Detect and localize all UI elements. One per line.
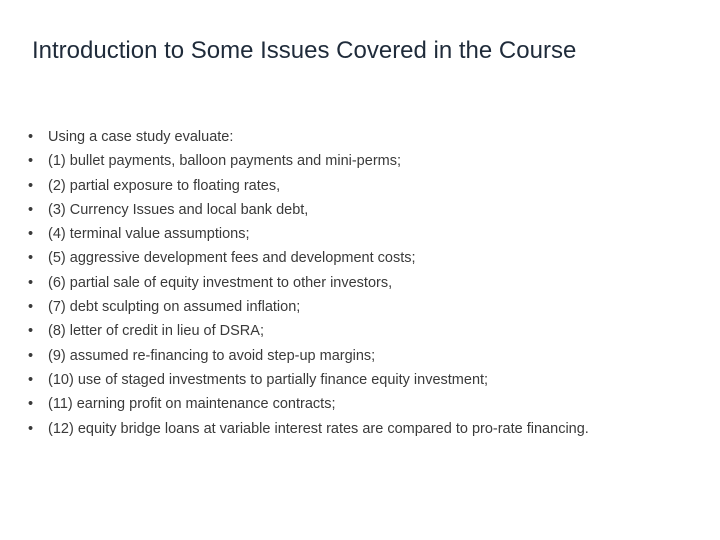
bullet-list [28, 125, 666, 437]
list-item-text: (1) bullet payments, balloon payments and mini-perms; [48, 153, 401, 170]
bullet-icon: • [28, 347, 34, 364]
bullet-icon: • [28, 129, 34, 145]
list-item [28, 319, 666, 343]
list-item [28, 174, 666, 198]
list-item-text: (7) debt sculpting on assumed inflation; [48, 299, 301, 316]
bullet-icon: • [28, 250, 34, 267]
list-item-text: (2) partial exposure to floating rates, [48, 177, 281, 194]
list-item [28, 149, 666, 173]
bullet-icon: • [28, 226, 34, 243]
bullet-icon: • [28, 420, 34, 437]
bullet-icon: • [28, 177, 34, 194]
bullet-icon: • [28, 323, 34, 340]
list-item-text: (8) letter of credit in lieu of DSRA; [48, 323, 264, 340]
bullet-icon: • [28, 274, 34, 291]
list-item-text: (9) assumed re-financing to avoid step-up margins; [48, 347, 376, 364]
list-item-text: (5) aggressive development fees and development costs; [48, 250, 416, 267]
list-item [28, 417, 666, 437]
bullet-icon: • [28, 396, 34, 413]
slide-title: Introduction to Some Issues Covered in the Course [32, 37, 577, 64]
list-item [28, 125, 666, 149]
list-item [28, 295, 666, 319]
list-item [28, 198, 666, 222]
list-item-text: (3) Currency Issues and local bank debt, [48, 201, 309, 218]
list-item-text: (10) use of staged investments to partially finance equity investment; [48, 371, 489, 388]
bullet-icon: • [28, 299, 34, 316]
bullet-icon: • [28, 201, 34, 218]
list-item [28, 392, 666, 416]
list-item [28, 368, 666, 392]
list-item-text: (12) equity bridge loans at variable interest rates are compared to pro-rate financing. [48, 420, 589, 437]
list-item [28, 344, 666, 368]
list-item-text: Using a case study evaluate: [48, 129, 234, 145]
list-item-text: (4) terminal value assumptions; [48, 226, 250, 243]
bullet-icon: • [28, 371, 34, 388]
list-item [28, 222, 666, 246]
list-item [28, 246, 666, 270]
list-item [28, 271, 666, 295]
list-item-text: (6) partial sale of equity investment to other investors, [48, 274, 393, 291]
list-item-text: (11) earning profit on maintenance contracts; [48, 396, 336, 413]
bullet-icon: • [28, 153, 34, 170]
